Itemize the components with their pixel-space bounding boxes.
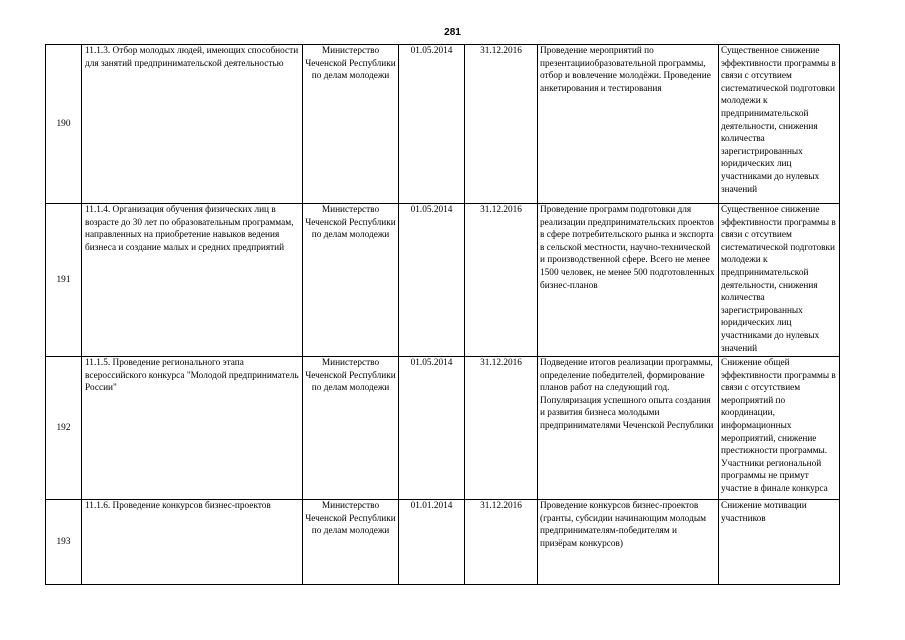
row-number: 191 [46, 204, 82, 357]
end-date-cell: 31.12.2016 [465, 204, 538, 357]
executor-cell: Министерство Чеченской Республики по делам молодежи [303, 204, 399, 357]
table-row [46, 204, 840, 357]
executor-cell: Министерство Чеченской Республики по делам молодежи [303, 500, 399, 585]
consequence-text: Снижение общей эффективности программы в связи с отсутствием мероприятий по координации, информационных мероприятий, снижение престижности программы. Участники региональной программы не примут участие в финале конкурса [721, 358, 836, 494]
task-cell: 11.1.6. Проведение конкурсов бизнес-проектов [82, 500, 303, 585]
start-date-cell: 01.05.2014 [399, 45, 465, 204]
consequence-cell [719, 45, 840, 204]
task-cell: 11.1.3. Отбор молодых людей, имеющих способности для занятий предпринимательской деятельностью [82, 45, 303, 204]
table-row [46, 357, 840, 500]
start-date-cell: 01.05.2014 [399, 357, 465, 500]
consequence-cell [719, 204, 840, 357]
consequence-cell [719, 357, 840, 500]
row-number: 193 [46, 500, 82, 585]
row-number: 192 [46, 357, 82, 500]
result-cell: Проведение программ подготовки для реализации предпринимательских проектов в сфере потребительского рынка и экспорта в сельской местности, научно-технической и производственной сфере. Всего не менее 1500 человек, не менее 500 подготовленных бизнес-планов [538, 204, 719, 357]
task-cell: 11.1.5. Проведение регионального этапа всероссийского конкурса "Молодой предприниматель России" [82, 357, 303, 500]
end-date-cell: 31.12.2016 [465, 357, 538, 500]
table-row [46, 45, 840, 204]
end-date-cell: 31.12.2016 [465, 500, 538, 585]
result-cell: Проведение мероприятий по презентацииобразовательной программы, отбор и вовлечение молодёжи. Проведение анкетирования и тестирования [538, 45, 719, 204]
consequence-text: Существенное снижение эффективности программы в связи с отсутвием систематической подготовки молодежи к предпринимательской деятельности, снижения количества зарегистрированных юридических лиц участниками до нулевых значений [721, 46, 836, 195]
table-row [46, 500, 840, 585]
result-cell: Проведение конкурсов бизнес-проектов (гранты, субсидии начинающим молодым предпринимателям-победителям и призёрам конкурсов) [538, 500, 719, 585]
consequence-text: Существенное снижение эффективности программы в связи с отсутвием систематической подготовки молодежи к предпринимательской деятельности, снижения количества зарегистрированных юридических лиц участниками до нулевых значений [721, 205, 836, 354]
program-table [45, 44, 840, 585]
start-date-cell: 01.05.2014 [399, 204, 465, 357]
page-number: 281 [444, 27, 461, 38]
end-date-cell: 31.12.2016 [465, 45, 538, 204]
task-cell: 11.1.4. Организация обучения физических лиц в возрасте до 30 лет по образовательным программам, направленных на приобретение навыков ведения бизнеса и создание малых и средних предприятий [82, 204, 303, 357]
executor-cell: Министерство Чеченской Республики по делам молодежи [303, 357, 399, 500]
row-number: 190 [46, 45, 82, 204]
start-date-cell: 01.01.2014 [399, 500, 465, 585]
result-cell: Подведение итогов реализации программы, определение победителей, формирование планов работ на следующий год. Популяризация успешного опыта создания и развития бизнеса молодыми предпринимателями Чеченской Республики [538, 357, 719, 500]
consequence-cell: Снижение мотивации участников [719, 500, 840, 585]
executor-cell: Министерство Чеченской Республики по делам молодежи [303, 45, 399, 204]
